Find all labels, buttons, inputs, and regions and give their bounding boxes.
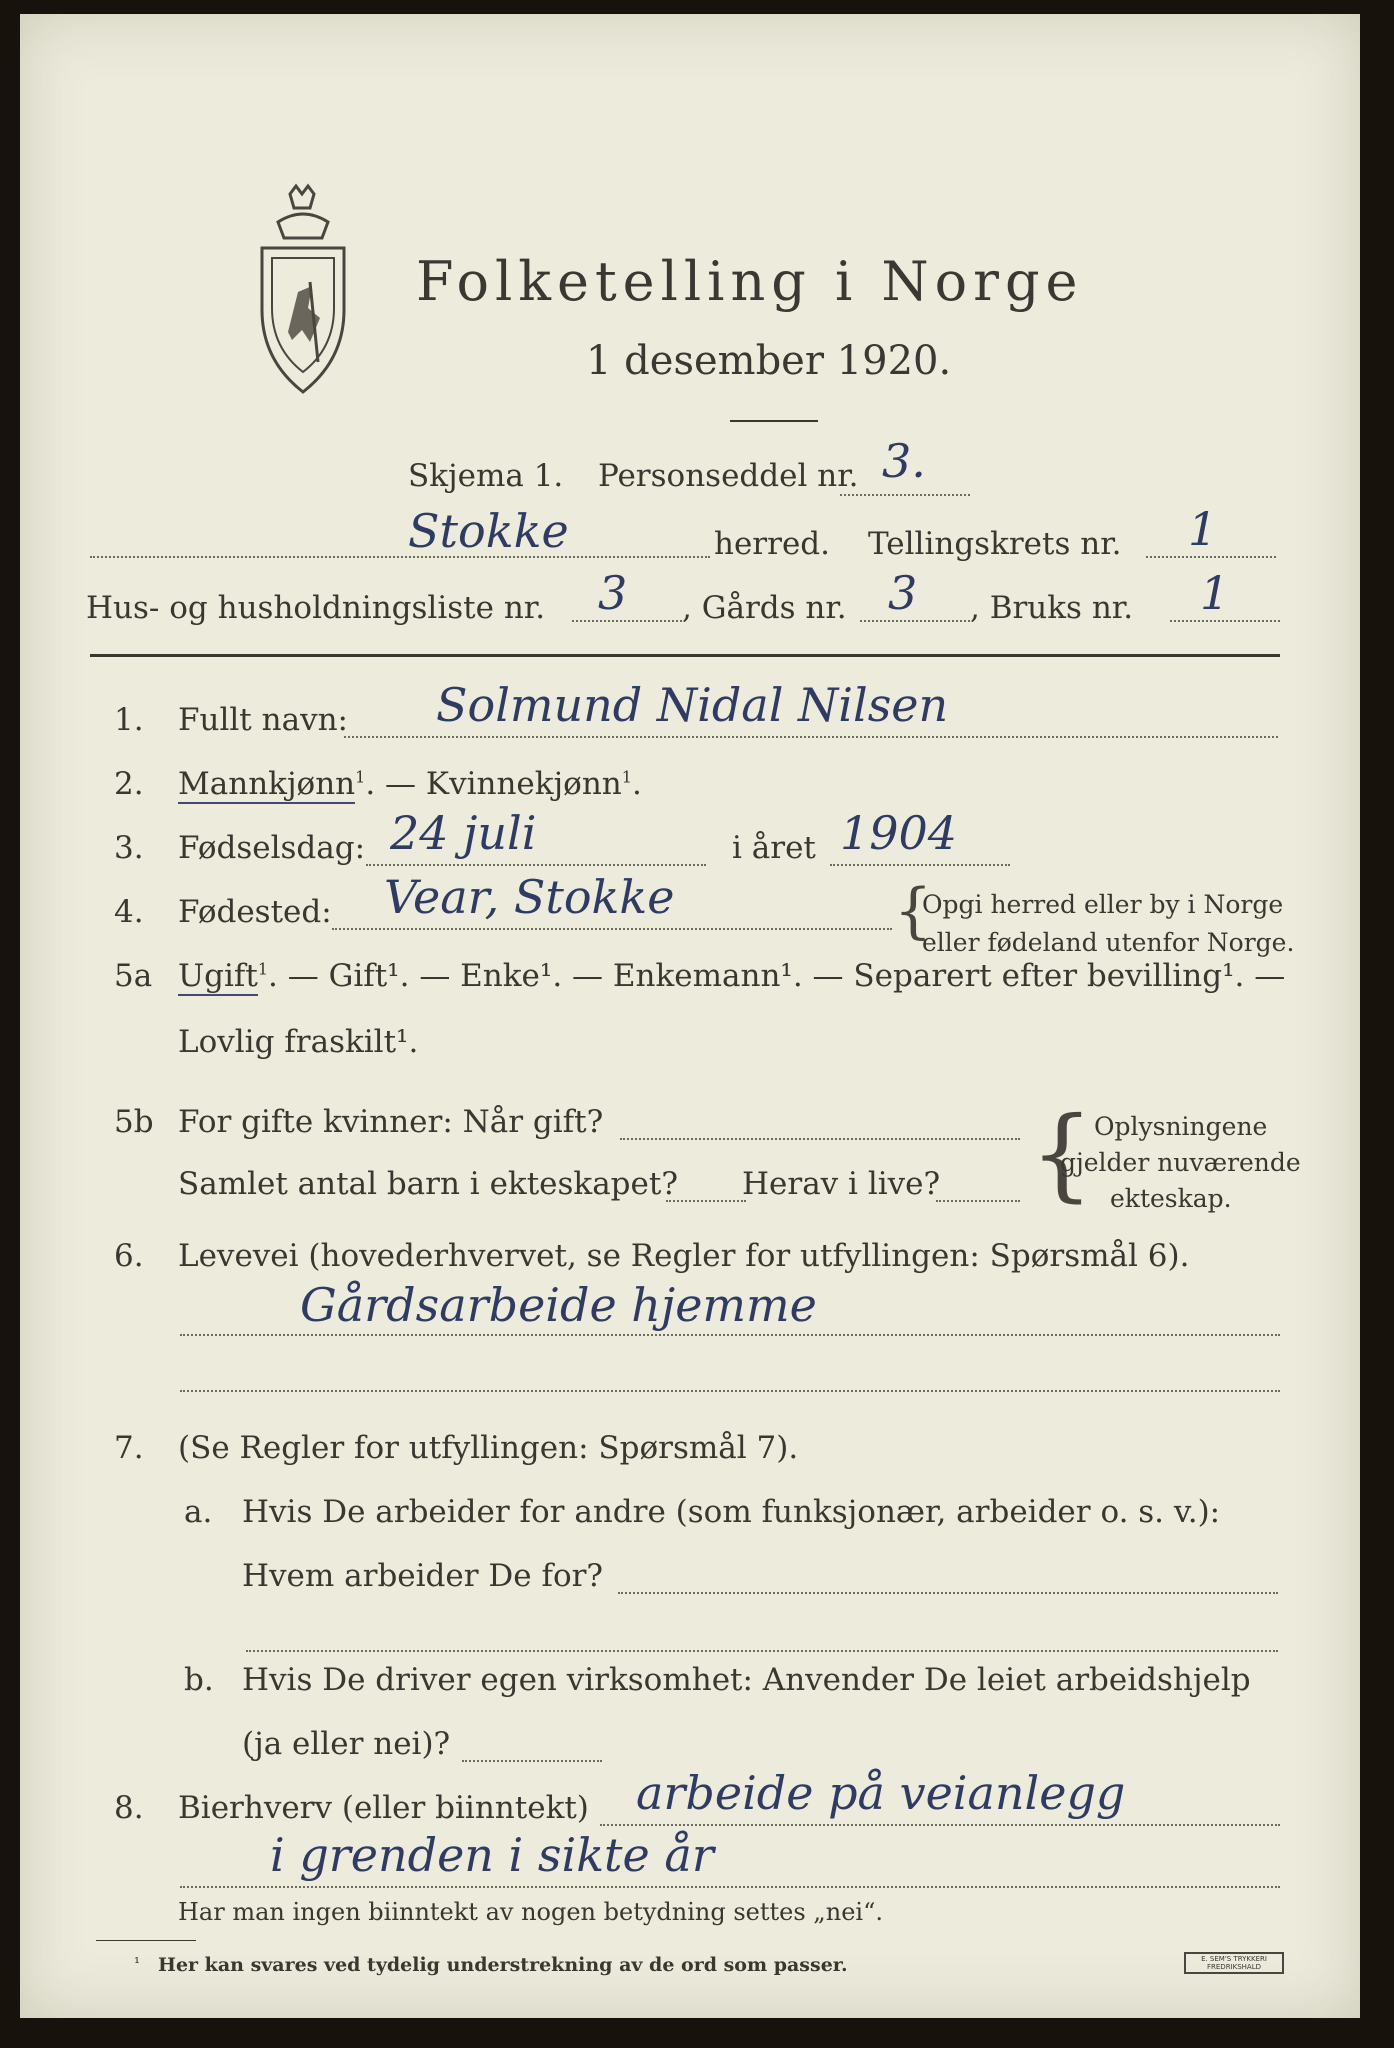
herred-value: Stokke bbox=[408, 504, 569, 558]
q8-label: Bierhverv (eller biinntekt) bbox=[178, 1790, 589, 1826]
q1-label: Fullt navn: bbox=[178, 702, 348, 738]
q6-number: 6. bbox=[114, 1238, 144, 1274]
q7a-line1: Hvis De arbeider for andre (som funksjonær, arbeider o. s. v.): bbox=[242, 1494, 1221, 1530]
q7b-letter: b. bbox=[184, 1662, 214, 1698]
hus-value: 3 bbox=[598, 566, 628, 620]
personseddel-label: Personseddel nr. bbox=[598, 458, 859, 494]
birthday-value: 24 juli bbox=[390, 806, 537, 860]
title-divider bbox=[730, 420, 818, 422]
gards-label: , Gårds nr. bbox=[682, 590, 847, 626]
census-date: 1 desember 1920. bbox=[586, 338, 952, 384]
year-label: i året bbox=[732, 830, 816, 866]
q5b-note-2: gjelder nuværende bbox=[1060, 1148, 1301, 1177]
q5a-text: Ugift$^1$. — Gift¹. — Enke¹. — Enkemann¹. — Separert efter bevilling¹. — bbox=[178, 958, 1286, 994]
q2-text: Mannkjønn$^1$. — Kvinnekjønn$^1$. bbox=[178, 766, 642, 802]
q4-label: Fødested: bbox=[178, 894, 332, 930]
herred-label: herred. bbox=[714, 526, 830, 562]
ugift-option: Ugift bbox=[178, 958, 258, 994]
q5b-note-1: Oplysningene bbox=[1094, 1112, 1268, 1141]
biinntekt-note: Har man ingen biinntekt av nogen betydning settes „nei“. bbox=[178, 1898, 883, 1926]
birthplace-value: Vear, Stokke bbox=[384, 870, 675, 924]
q7-number: 7. bbox=[114, 1430, 144, 1466]
female-option: Kvinnekjønn bbox=[425, 766, 622, 802]
q5b-line1: For gifte kvinner: Når gift? bbox=[178, 1104, 604, 1140]
q5b-line2a: Samlet antal barn i ekteskapet? bbox=[178, 1166, 678, 1202]
q5b-line2b: Herav i live? bbox=[742, 1166, 941, 1202]
skjema-label: Skjema 1. bbox=[408, 458, 564, 494]
q5a-number: 5a bbox=[114, 958, 153, 994]
q7-label: (Se Regler for utfyllingen: Spørsmål 7). bbox=[178, 1430, 799, 1466]
coat-of-arms-icon bbox=[248, 182, 358, 402]
q3-label: Fødselsdag: bbox=[178, 830, 366, 866]
gards-value: 3 bbox=[888, 566, 918, 620]
q7b-line2: (ja eller nei)? bbox=[242, 1726, 451, 1762]
q5a-line2: Lovlig fraskilt¹. bbox=[178, 1024, 419, 1060]
q6-label: Levevei (hovederhvervet, se Regler for utfyllingen: Spørsmål 6). bbox=[178, 1238, 1190, 1274]
q8-number: 8. bbox=[114, 1790, 144, 1826]
q7a-letter: a. bbox=[184, 1494, 213, 1530]
male-option: Mannkjønn bbox=[178, 766, 356, 802]
side-income-value-2: i grenden i sikte år bbox=[270, 1828, 714, 1882]
footnote: Her kan svares ved tydelig understrekning av de ord som passer. bbox=[158, 1954, 848, 1976]
q3-number: 3. bbox=[114, 830, 144, 866]
q7a-line2: Hvem arbeider De for? bbox=[242, 1558, 604, 1594]
bruks-value: 1 bbox=[1200, 566, 1230, 620]
footnote-mark: ¹ bbox=[134, 1954, 141, 1972]
q5b-note-3: ekteskap. bbox=[1110, 1184, 1232, 1213]
side-income-value-1: arbeide på veianlegg bbox=[636, 1766, 1126, 1820]
q4-number: 4. bbox=[114, 894, 144, 930]
tellingskrets-value: 1 bbox=[1188, 502, 1218, 556]
bruks-label: , Bruks nr. bbox=[970, 590, 1134, 626]
footnote-rule bbox=[96, 1940, 196, 1941]
printer-stamp: E. SEM'S TRYKKERI FREDRIKSHALD bbox=[1184, 1952, 1284, 1974]
q1-number: 1. bbox=[114, 702, 144, 738]
form-title: Folketelling i Norge bbox=[416, 250, 1084, 313]
q2-number: 2. bbox=[114, 766, 144, 802]
occupation-value: Gårdsarbeide hjemme bbox=[300, 1278, 817, 1332]
q5b-number: 5b bbox=[114, 1104, 154, 1140]
birth-year-value: 1904 bbox=[840, 806, 958, 860]
q7b-line1: Hvis De driver egen virksomhet: Anvender De leiet arbeidshjelp bbox=[242, 1662, 1251, 1698]
full-name-value: Solmund Nidal Nilsen bbox=[436, 678, 949, 732]
birthplace-note-1: Opgi herred eller by i Norge bbox=[922, 890, 1284, 919]
tellingskrets-label: Tellingskrets nr. bbox=[868, 526, 1122, 562]
census-form: Folketelling i Norge 1 desember 1920. Skjema 1. Personseddel nr. 3. Stokke herred. Tellingskrets nr. 1 Hus- og husholdningsliste nr. 3 , Gårds nr. 3 , Bruks nr. 1 1. Fullt navn: Solmund Nidal Nilsen 2. Mannkjønn$^1$. — Kvinnekjønn$^1$. 3. Fødselsdag: 24 juli i året 1904 4. Fødested: Vear, Stokke { Opgi herred eller by i Norge eller fødeland utenfor Norge. 5a Ugift$^1$. — Gift¹. — Enke¹. — Enkemann¹. — Separert efter bevilling¹. — Lovlig fraskilt¹. 5b For gifte kvinner: Når gift? Samlet antal barn i ekteskapet? Herav i live? { Oplysningene gjelder nuværende ekteskap. 6. Levevei (hovederhvervet, se Regler for utfyllingen: Spørsmål 6). Gårdsarbeide hjemme 7. (Se Regler for utfyllingen: Spørsmål 7). a. Hvis De arbeider for andre (som funksjonær, arbeider o. s. v.): Hvem arbeider De for? b. Hvis De driver egen virksomhet: Anvender De leiet arbeidshjelp (ja eller nei)? 8. Bierhverv (eller biinntekt) arbeide på veianlegg i grenden i sikte år Har man ingen biinntekt av nogen betydning settes „nei“. ¹ Her kan svares ved tydelig understrekning av de ord som passer. E. SEM'S TRYKKERI FREDRIKSHALD bbox=[20, 14, 1360, 2018]
personseddel-value: 3. bbox=[882, 434, 926, 488]
hus-label: Hus- og husholdningsliste nr. bbox=[86, 590, 546, 626]
birthplace-note-2: eller fødeland utenfor Norge. bbox=[922, 928, 1295, 957]
header-rule bbox=[90, 654, 1280, 657]
